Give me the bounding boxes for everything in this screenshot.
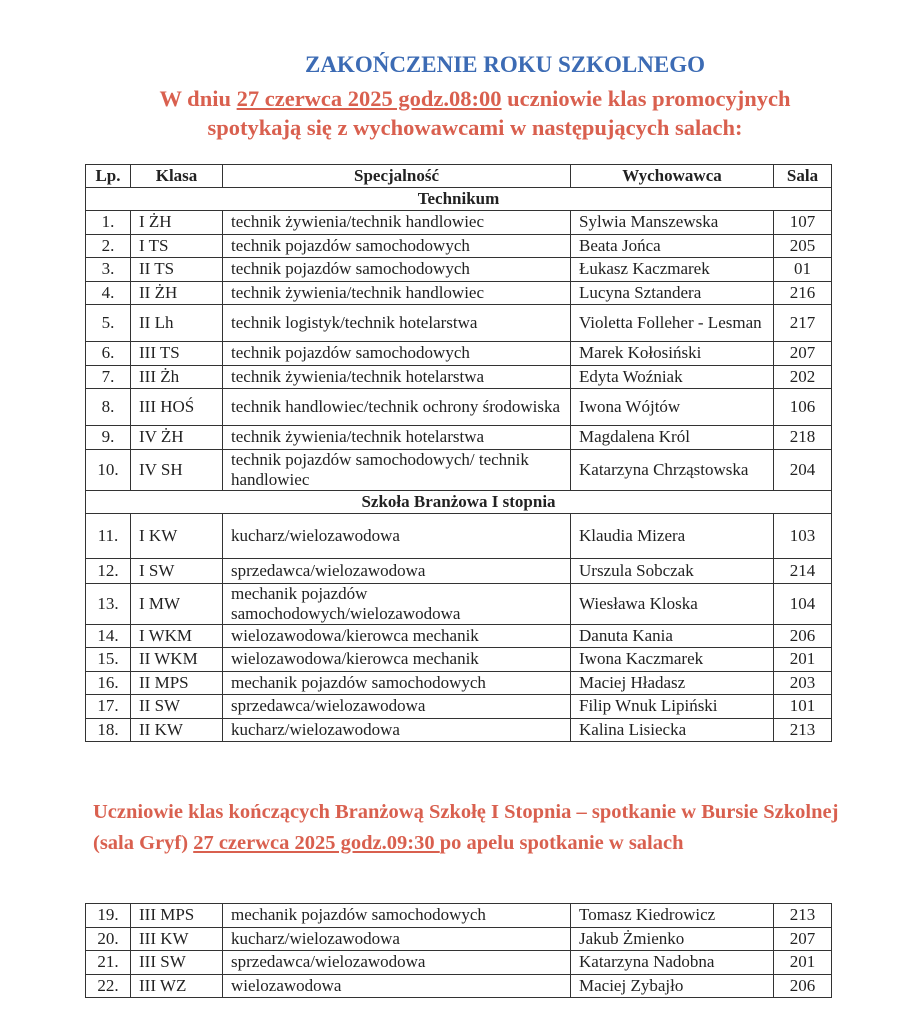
cell-lp: 8. — [86, 389, 131, 426]
cell-klasa: IV ŻH — [131, 426, 223, 450]
graduates-table — [85, 903, 832, 998]
cell-wychowawca: Marek Kołosiński — [571, 342, 774, 366]
section-row — [86, 490, 832, 513]
cell-lp: 7. — [86, 365, 131, 389]
note-part2: po apelu spotkanie w salach — [439, 832, 684, 854]
cell-wychowawca: Iwona Kaczmarek — [571, 648, 774, 672]
cell-sala: 101 — [774, 695, 832, 719]
cell-sala: 207 — [774, 342, 832, 366]
cell-lp: 6. — [86, 342, 131, 366]
cell-wychowawca: Urszula Sobczak — [571, 558, 774, 583]
table-row — [86, 974, 832, 998]
cell-klasa: IV SH — [131, 449, 223, 490]
table-row — [86, 558, 832, 583]
cell-lp: 10. — [86, 449, 131, 490]
cell-wychowawca: Lucyna Sztandera — [571, 281, 774, 305]
cell-lp: 3. — [86, 258, 131, 282]
cell-klasa: I WKM — [131, 624, 223, 648]
cell-lp: 21. — [86, 951, 131, 975]
table-row — [86, 258, 832, 282]
cell-sala: 217 — [774, 305, 832, 342]
cell-specjalnosc: mechanik pojazdów samochodowych — [223, 904, 571, 928]
cell-wychowawca: Beata Jońca — [571, 234, 774, 258]
cell-specjalnosc: kucharz/wielozawodowa — [223, 718, 571, 742]
cell-lp: 1. — [86, 211, 131, 235]
header-specjalnosc: Specjalność — [223, 165, 571, 188]
cell-klasa: I KW — [131, 513, 223, 558]
section-title: Szkoła Branżowa I stopnia — [86, 490, 832, 513]
cell-specjalnosc: technik żywienia/technik hotelarstwa — [223, 365, 571, 389]
cell-klasa: III SW — [131, 951, 223, 975]
cell-klasa: III KW — [131, 927, 223, 951]
cell-sala: 214 — [774, 558, 832, 583]
cell-sala: 202 — [774, 365, 832, 389]
cell-wychowawca: Maciej Zybajło — [571, 974, 774, 998]
cell-klasa: II ŻH — [131, 281, 223, 305]
cell-sala: 205 — [774, 234, 832, 258]
cell-wychowawca: Filip Wnuk Lipiński — [571, 695, 774, 719]
cell-wychowawca: Maciej Hładasz — [571, 671, 774, 695]
cell-lp: 13. — [86, 583, 131, 624]
cell-lp: 14. — [86, 624, 131, 648]
cell-wychowawca: Jakub Żmienko — [571, 927, 774, 951]
cell-lp: 16. — [86, 671, 131, 695]
header-lp: Lp. — [86, 165, 131, 188]
cell-sala: 213 — [774, 718, 832, 742]
cell-lp: 4. — [86, 281, 131, 305]
table-header — [86, 165, 832, 188]
cell-specjalnosc: sprzedawca/wielozawodowa — [223, 558, 571, 583]
cell-sala: 104 — [774, 583, 832, 624]
cell-klasa: II KW — [131, 718, 223, 742]
cell-sala: 206 — [774, 624, 832, 648]
cell-sala: 207 — [774, 927, 832, 951]
table-row — [86, 648, 832, 672]
cell-sala: 204 — [774, 449, 832, 490]
table-row — [86, 389, 832, 426]
cell-sala: 201 — [774, 648, 832, 672]
cell-wychowawca: Łukasz Kaczmarek — [571, 258, 774, 282]
cell-sala: 107 — [774, 211, 832, 235]
cell-wychowawca: Edyta Woźniak — [571, 365, 774, 389]
cell-klasa: III WZ — [131, 974, 223, 998]
table-row — [86, 718, 832, 742]
cell-klasa: II WKM — [131, 648, 223, 672]
cell-klasa: I SW — [131, 558, 223, 583]
table-row — [86, 671, 832, 695]
cell-wychowawca: Kalina Lisiecka — [571, 718, 774, 742]
cell-lp: 2. — [86, 234, 131, 258]
classes-table — [85, 164, 832, 742]
intro-line2: spotykają się z wychowawcami w następujących salach: — [207, 115, 743, 140]
cell-klasa: III TS — [131, 342, 223, 366]
cell-sala: 01 — [774, 258, 832, 282]
page-title: ZAKOŃCZENIE ROKU SZKOLNEGO — [304, 52, 706, 77]
cell-klasa: II SW — [131, 695, 223, 719]
cell-wychowawca: Danuta Kania — [571, 624, 774, 648]
cell-specjalnosc: wielozawodowa — [223, 974, 571, 998]
table-row — [86, 513, 832, 558]
cell-sala: 206 — [774, 974, 832, 998]
cell-wychowawca: Klaudia Mizera — [571, 513, 774, 558]
cell-specjalnosc: mechanik pojazdów samochodowych — [223, 671, 571, 695]
cell-specjalnosc: wielozawodowa/kierowca mechanik — [223, 624, 571, 648]
table-row — [86, 449, 832, 490]
cell-specjalnosc: technik pojazdów samochodowych — [223, 234, 571, 258]
cell-specjalnosc: technik pojazdów samochodowych — [223, 342, 571, 366]
cell-wychowawca: Violetta Folleher - Lesman — [571, 305, 774, 342]
table-row — [86, 624, 832, 648]
cell-lp: 19. — [86, 904, 131, 928]
table-row — [86, 426, 832, 450]
cell-specjalnosc: mechanik pojazdów samochodowych/wielozawodowa — [223, 583, 571, 624]
cell-lp: 17. — [86, 695, 131, 719]
intro-text — [95, 84, 855, 142]
cell-wychowawca: Katarzyna Chrząstowska — [571, 449, 774, 490]
cell-sala: 203 — [774, 671, 832, 695]
cell-wychowawca: Wiesława Kloska — [571, 583, 774, 624]
table-row — [86, 281, 832, 305]
cell-klasa: II Lh — [131, 305, 223, 342]
cell-specjalnosc: technik pojazdów samochodowych — [223, 258, 571, 282]
header-klasa: Klasa — [131, 165, 223, 188]
table-row — [86, 211, 832, 235]
table-row — [86, 904, 832, 928]
cell-wychowawca: Iwona Wójtów — [571, 389, 774, 426]
cell-lp: 15. — [86, 648, 131, 672]
table-row — [86, 342, 832, 366]
cell-klasa: I MW — [131, 583, 223, 624]
cell-lp: 20. — [86, 927, 131, 951]
cell-klasa: II MPS — [131, 671, 223, 695]
table-row — [86, 927, 832, 951]
cell-klasa: III HOŚ — [131, 389, 223, 426]
cell-wychowawca: Katarzyna Nadobna — [571, 951, 774, 975]
cell-specjalnosc: sprzedawca/wielozawodowa — [223, 951, 571, 975]
section-title: Technikum — [86, 188, 832, 211]
cell-specjalnosc: technik żywienia/technik handlowiec — [223, 281, 571, 305]
cell-specjalnosc: kucharz/wielozawodowa — [223, 513, 571, 558]
cell-wychowawca: Sylwia Manszewska — [571, 211, 774, 235]
cell-wychowawca: Magdalena Król — [571, 426, 774, 450]
cell-specjalnosc: sprzedawca/wielozawodowa — [223, 695, 571, 719]
table-row — [86, 695, 832, 719]
cell-specjalnosc: technik pojazdów samochodowych/ technik handlowiec — [223, 449, 571, 490]
note-date: 27 czerwca 2025 godz.09:30 — [193, 832, 440, 854]
cell-sala: 103 — [774, 513, 832, 558]
cell-lp: 9. — [86, 426, 131, 450]
cell-specjalnosc: technik handlowiec/technik ochrony środowiska — [223, 389, 571, 426]
section-row — [86, 188, 832, 211]
cell-klasa: I TS — [131, 234, 223, 258]
intro-part1: W dniu — [159, 86, 237, 111]
cell-sala: 213 — [774, 904, 832, 928]
intro-date: 27 czerwca 2025 godz.08:00 — [236, 86, 502, 111]
cell-klasa: III MPS — [131, 904, 223, 928]
intro-part2: uczniowie klas promocyjnych — [501, 86, 791, 111]
table-row — [86, 234, 832, 258]
cell-specjalnosc: technik logistyk/technik hotelarstwa — [223, 305, 571, 342]
cell-klasa: I ŻH — [131, 211, 223, 235]
cell-specjalnosc: technik żywienia/technik handlowiec — [223, 211, 571, 235]
cell-sala: 201 — [774, 951, 832, 975]
table-row — [86, 951, 832, 975]
table-row — [86, 305, 832, 342]
cell-lp: 5. — [86, 305, 131, 342]
cell-klasa: III Żh — [131, 365, 223, 389]
cell-lp: 12. — [86, 558, 131, 583]
cell-sala: 216 — [774, 281, 832, 305]
cell-lp: 11. — [86, 513, 131, 558]
header-sala: Sala — [774, 165, 832, 188]
cell-sala: 218 — [774, 426, 832, 450]
note-part1: Uczniowie klas kończących Branżową Szkołę I Stopnia – spotkanie w Bursie Szkolnej (sala Gryf) — [93, 801, 839, 854]
cell-lp: 22. — [86, 974, 131, 998]
cell-specjalnosc: technik żywienia/technik hotelarstwa — [223, 426, 571, 450]
cell-specjalnosc: wielozawodowa/kierowca mechanik — [223, 648, 571, 672]
cell-sala: 106 — [774, 389, 832, 426]
table-row — [86, 583, 832, 624]
graduates-note — [93, 797, 853, 859]
header-wychowawca: Wychowawca — [571, 165, 774, 188]
cell-specjalnosc: kucharz/wielozawodowa — [223, 927, 571, 951]
cell-klasa: II TS — [131, 258, 223, 282]
cell-lp: 18. — [86, 718, 131, 742]
table-row — [86, 365, 832, 389]
cell-wychowawca: Tomasz Kiedrowicz — [571, 904, 774, 928]
